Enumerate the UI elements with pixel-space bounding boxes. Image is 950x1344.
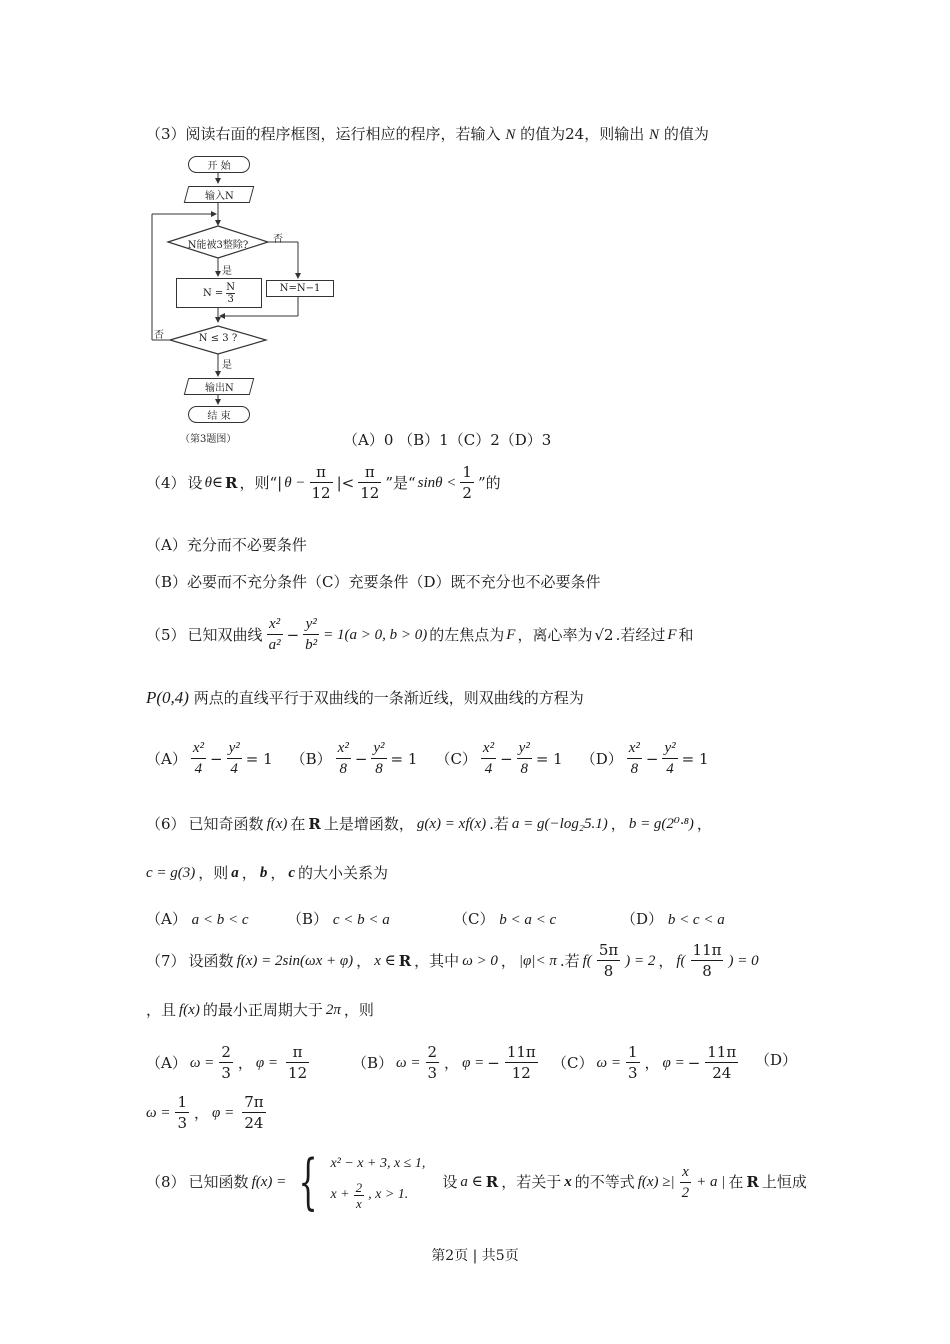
q7-option-c: （C） ω = $\frac{1}{3}$ ， φ = − $\frac{11\pi}{24}$ xyxy=(552,1043,737,1082)
q7-option-d-label: （D） xyxy=(755,1051,798,1069)
q5-option: （C） $\frac{\text{x²}}{4}$ − $\frac{\text{y²}}{8}$ = 1 xyxy=(435,740,563,777)
q3-flowchart xyxy=(140,150,360,450)
flowchart-end: 结 束 xyxy=(188,406,250,423)
flowchart-cond2: N ≤ 3 ? xyxy=(198,333,238,344)
q5-options xyxy=(146,738,709,779)
q4-options-bcd: （B）必要而不充分条件（C）充要条件（D）既不充分也不必要条件 xyxy=(146,573,601,591)
q3-number: （3） xyxy=(146,125,186,143)
q7-line2: ，且 f(x) 的最小正周期大于 2π ，则 xyxy=(146,1001,374,1019)
flowchart-no2: 否 xyxy=(154,330,164,341)
q6-option-b: （B） c < b < a xyxy=(287,910,390,928)
q6-option-c: （C） b < a < c xyxy=(453,910,557,928)
page-footer: 第2页 | 共5页 xyxy=(431,1248,519,1264)
q5-option: （A） $\frac{\text{x²}}{4}$ − $\frac{\text{y²}}{4}$ = 1 xyxy=(146,740,273,777)
q7-option-b: （B） ω = $\frac{2}{3}$ ， φ = − $\frac{11\pi}{12}$ xyxy=(352,1043,536,1082)
piecewise-brace: { xyxy=(298,1147,318,1217)
flowchart-assign-minus1: N=N−1 xyxy=(266,280,334,297)
flowchart-assign-div3: N = $\frac{N}{3}$ xyxy=(176,278,262,308)
q6-option-a: （A） a < b < c xyxy=(146,910,249,928)
piecewise-cases: x² − x + 3, x ≤ 1, x + $\frac{2}{x}$ , x > 1. xyxy=(330,1155,426,1211)
q7-stem: （7） 设函数 f(x) = 2sin(ωx + φ) ， x ∈ R ，其中 ω > 0 ， |φ|< π .若 f( $\frac{5\pi}{8}$ ) = 2 ， f( $\frac{11\pi}{8}$ ) = 0 xyxy=(146,941,759,980)
q5-line2: P(0,4) 两点的直线平行于双曲线的一条渐近线，则双曲线的方程为 xyxy=(146,688,584,707)
flowchart-start: 开 始 xyxy=(188,156,250,173)
q6-stem: （6） 已知奇函数 f(x) 在 R 上是增函数， g(x) = xf(x) .若 a = g(−log₂5.1) ， b = g(2⁰·⁸) ， xyxy=(146,815,712,833)
q5-option: （B） $\frac{\text{x²}}{8}$ − $\frac{\text{y²}}{8}$ = 1 xyxy=(290,740,418,777)
q7-option-d: ω = $\frac{1}{3}$ ， φ = $\frac{7\pi}{24}$ xyxy=(146,1093,264,1132)
flowchart-cond1: N能被3整除? xyxy=(187,240,249,251)
flowchart-no1: 否 xyxy=(273,234,283,245)
flowchart-yes2: 是 xyxy=(222,360,232,371)
q8-stem: （8） 已知函数 f(x) = { x² − x + 3, x ≤ 1, x + $\frac{2}{x}$ , x > 1. 设 a ∈ R ，若关于 x 的不等式 f(x) ≥| $\frac{x}{2}$ + a | 在 R 上恒成 xyxy=(146,1147,807,1217)
q6-option-d: （D） b < c < a xyxy=(621,910,725,928)
q5-option: （D） $\frac{\text{x²}}{8}$ − $\frac{\text{y²}}{4}$ = 1 xyxy=(580,740,709,777)
flowchart-caption: （第3题图） xyxy=(180,434,237,445)
flowchart-input: 输入N xyxy=(184,186,255,203)
q5-stem: （5） 已知双曲线 $\frac{\text{x²}}{\text{a²}}$ − $\frac{\text{y²}}{\text{b²}}$ = 1(a > 0, b > 0) 的左焦点为 F ，离心率为 √2 .若经过 F 和 xyxy=(146,616,694,653)
q4-stem: （4） 设 θ∈ R ，则“| θ − $\frac{\pi}{12}$ |< $\frac{\pi}{12}$ ”是“ sinθ < $\frac{1}{2}$ ”的 xyxy=(146,463,501,502)
q3-options: （A）0 （B）1（C）2（D）3 xyxy=(343,431,552,449)
flowchart-yes1: 是 xyxy=(222,266,232,277)
q3-stem: （3）阅读右面的程序框图，运行相应的程序，若输入 N 的值为24，则输出 N 的值为 xyxy=(146,125,709,143)
q4-option-a: （A）充分而不必要条件 xyxy=(146,536,307,554)
q6-line2: c = g(3) ，则 a ， b ， c 的大小关系为 xyxy=(146,864,389,882)
flowchart-output: 输出N xyxy=(184,378,255,395)
q7-option-a: （A） ω = $\frac{2}{3}$ ， φ = $\frac{\pi}{12}$ xyxy=(146,1043,308,1082)
